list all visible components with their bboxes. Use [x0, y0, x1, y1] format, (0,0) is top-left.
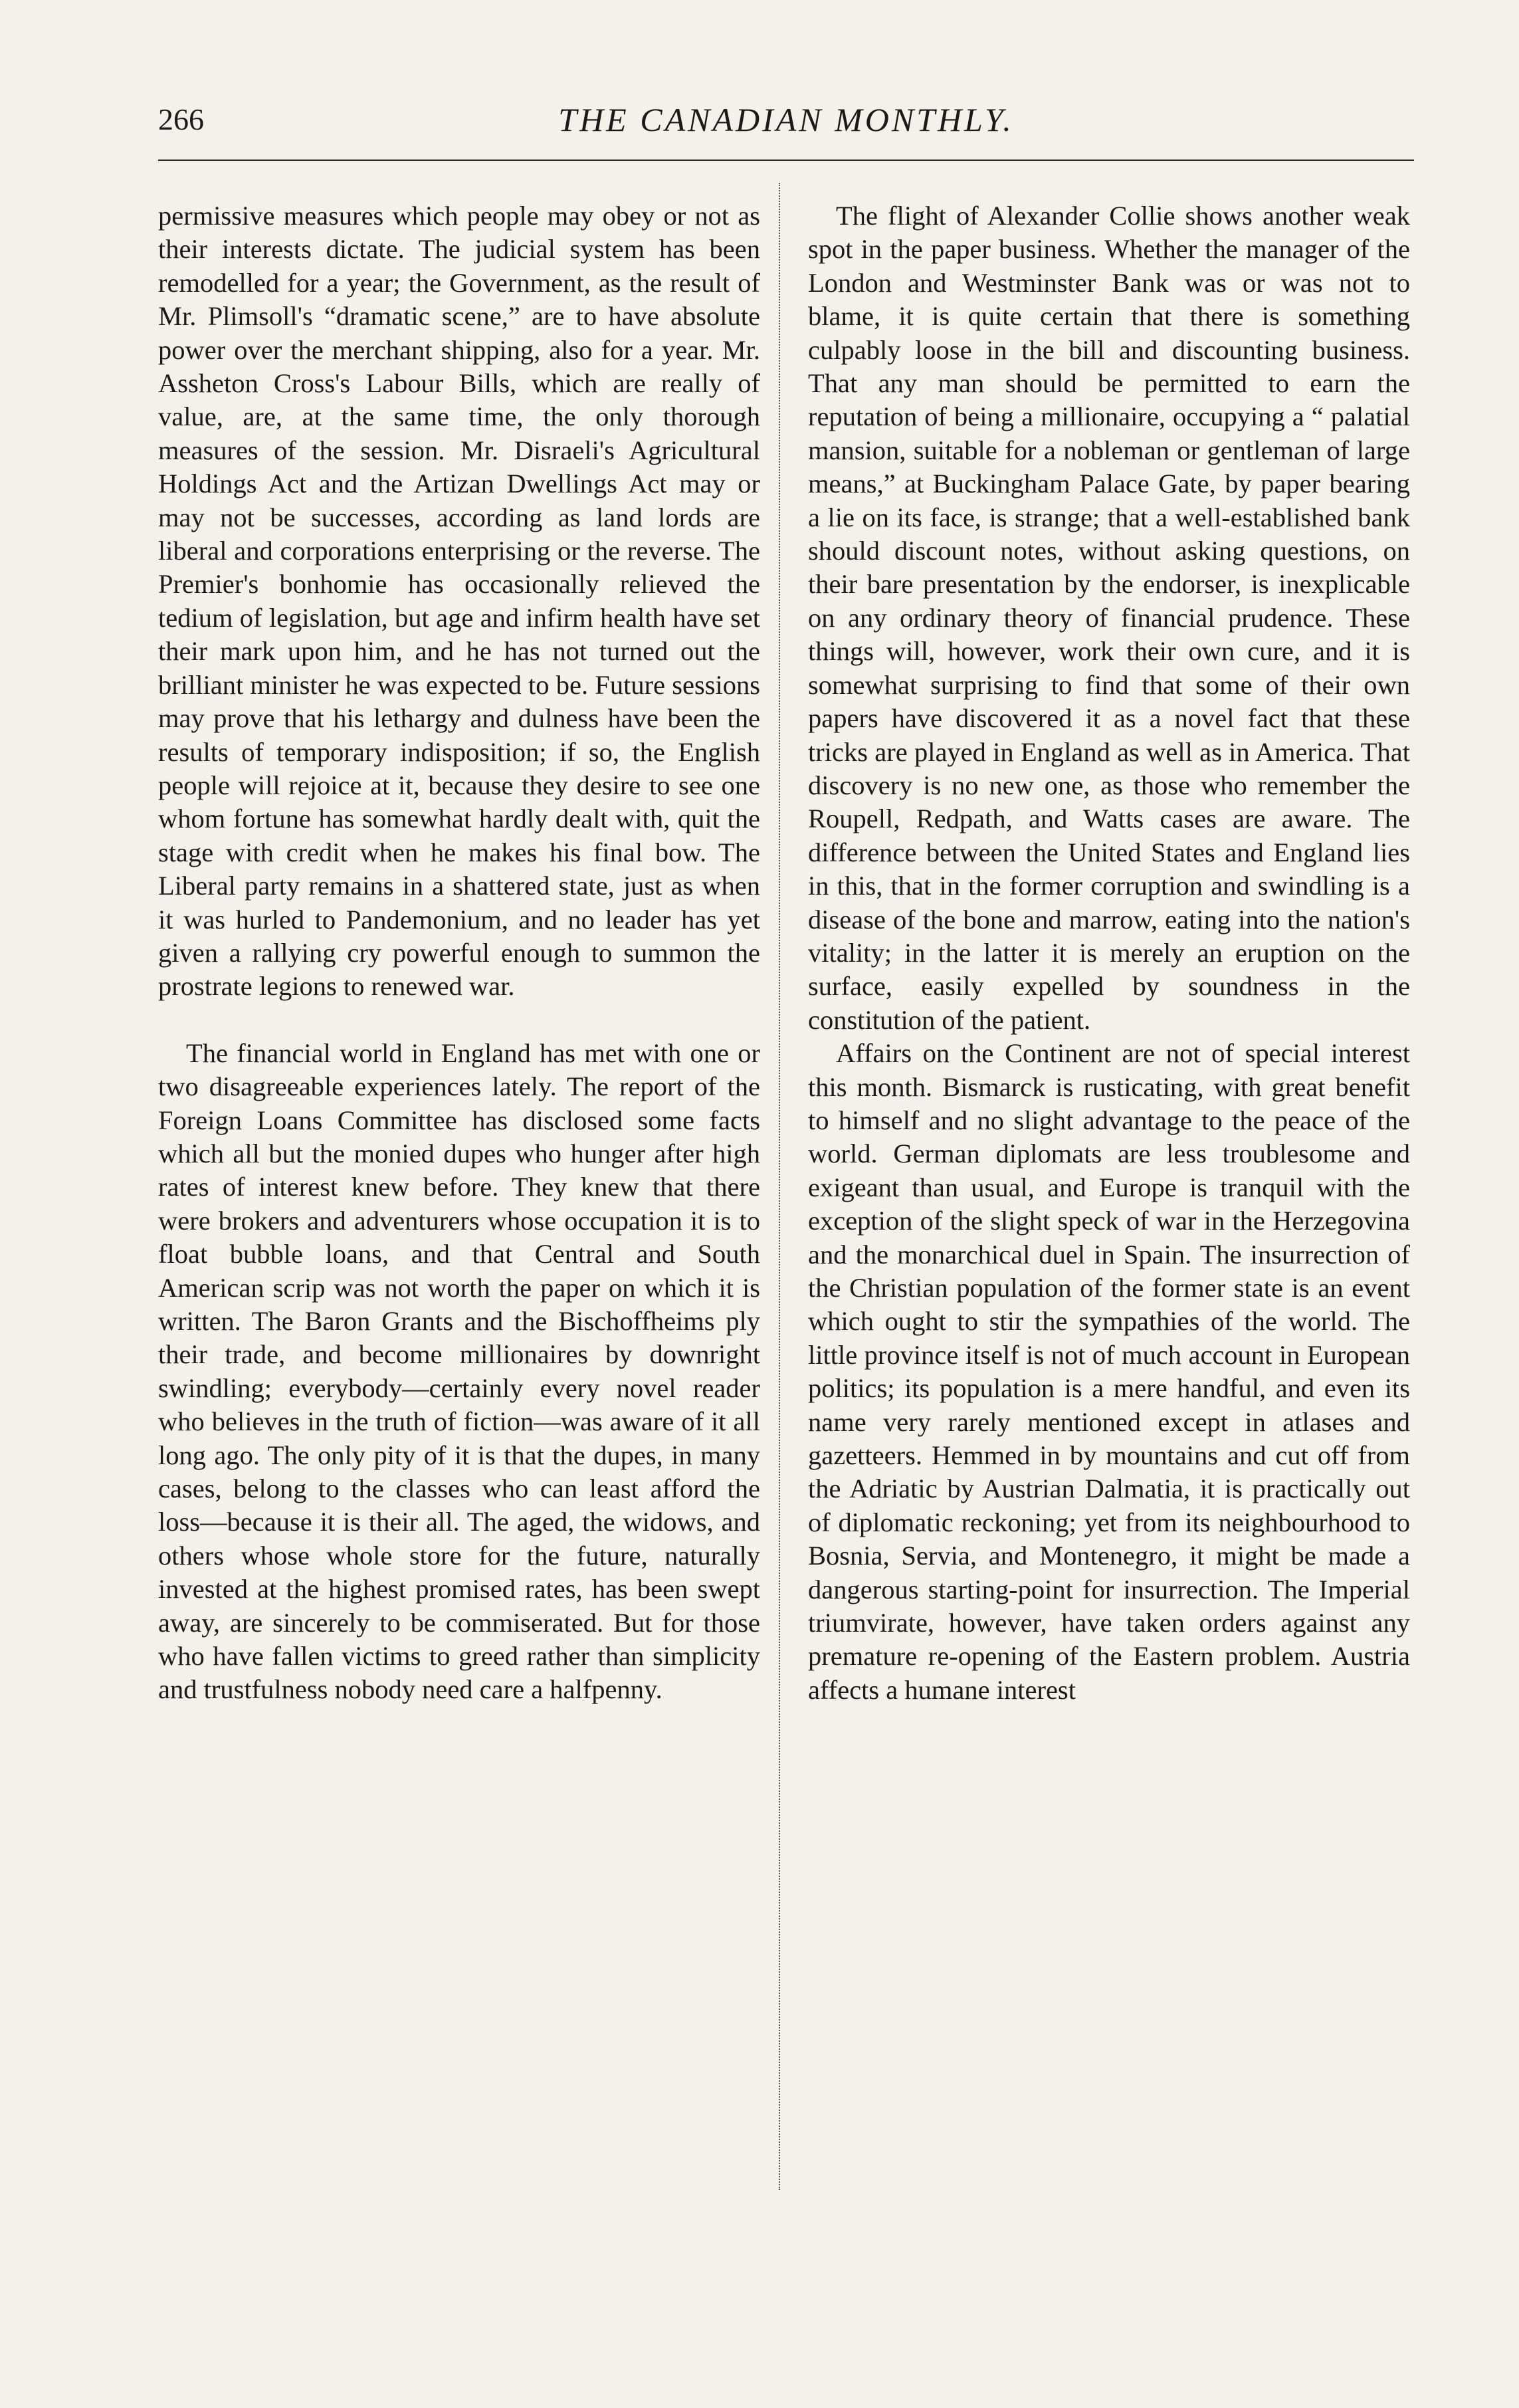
running-head: THE CANADIAN MONTHLY. [558, 101, 1014, 138]
left-paragraph-continued: permissive measures which people may obey or not as their interests dictate. The judicial system has been remodelled for a year; the Government, as the result of Mr. Plimsoll's “dramatic scene,” are to have absolute power over the merchant shipping, also for a year. Mr. Assheton Cross's Labour Bills, which are really of value, are, at the same time, the only thorough measures of the session. Mr. Disraeli's Agricultural Holdings Act and the Artizan Dwellings Act may or may not be successes, according as land lords are liberal and corporations enterprising or the reverse. The Premier's bonhomie has occasionally relieved the tedium of legislation, but age and infirm health have set their mark upon him, and he has not turned out the brilliant minister he was expected to be. Future sessions may prove that his lethargy and dulness have been the results of temporary indisposition; if so, the English people will rejoice at it, because they desire to see one whom fortune has somewhat hardly dealt with, quit the stage with credit when he makes his final bow. The Liberal party remains in a shattered state, just as when it was hurled to Pandemonium, and no leader has yet given a rallying cry powerful enough to summon the prostrate legions to renewed war. [158, 201, 760, 1002]
right-column [808, 199, 1410, 1707]
column-divider [779, 183, 780, 2190]
right-paragraph-collie: The flight of Alexander Collie shows another weak spot in the paper business. Whether the manager of the London and Westminster Bank was or was not to blame, it is quite certain that there is something culpably loose in the bill and discounting business. That any man should be permitted to earn the reputation of being a millionaire, occupying a “ palatial mansion, suitable for a nobleman or gentleman of large means,” at Buckingham Palace Gate, by paper bearing a lie on its face, is strange; that a well-established bank should discount notes, without asking questions, on their bare presentation by the endorser, is inexplicable on any ordinary theory of financial prudence. These things will, however, work their own cure, and it is somewhat surprising to find that some of their own papers have discovered it as a novel fact that these tricks are played in England as well as in America. That discovery is no new one, as those who remember the Roupell, Redpath, and Watts cases are aware. The difference between the United States and England lies in this, that in the former corruption and swindling is a disease of the bone and marrow, eating into the nation's vitality; in the latter it is merely an eruption on the surface, easily expelled by soundness in the constitution of the patient. [808, 201, 1410, 1035]
page-header [158, 100, 1414, 146]
left-paragraph-financial: The financial world in England has met with one or two disagreeable experiences lately. The report of the Foreign Loans Committee has disclosed some facts which all but the monied dupes who hunger after high rates of interest knew before. They knew that there were brokers and adventurers whose occupation it is to float bubble loans, and that Central and South American scrip was not worth the paper on which it is written. The Baron Grants and the Bischoffheims ply their trade, and become millionaires by downright swindling; everybody—certainly every novel reader who believes in the truth of fiction—was aware of it all long ago. The only pity of it is that the dupes, in many cases, belong to the classes who can least afford the loss—because it is their all. The aged, the widows, and others whose whole store for the future, naturally invested at the highest promised rates, has been swept away, are sincerely to be commiserated. But for those who have fallen victims to greed rather than simplicity and trustfulness nobody need care a halfpenny. [158, 1038, 760, 1705]
page-number: 266 [158, 102, 204, 136]
header-rule [158, 160, 1414, 161]
right-paragraph-continent: Affairs on the Continent are not of special interest this month. Bismarck is rusticating, with great benefit to himself and no slight advantage to the peace of the world. German diplomats are less troublesome and exigeant than usual, and Europe is tranquil with the exception of the slight speck of war in the Herzegovina and the monarchical duel in Spain. The insurrection of the Christian population of the former state is an event which ought to stir the sympathies of the world. The little province itself is not of much account in European politics; its population is a mere handful, and even its name very rarely mentioned except in atlases and gazetteers. Hemmed in by mountains and cut off from the Adriatic by Austrian Dalmatia, it is practically out of diplomatic reckoning; yet from its neighbourhood to Bosnia, Servia, and Montenegro, it might be made a dangerous starting-point for insurrection. The Imperial triumvirate, however, have taken orders against any premature re-opening of the Eastern problem. Austria affects a humane interest [808, 1038, 1410, 1705]
left-column [158, 199, 760, 1707]
